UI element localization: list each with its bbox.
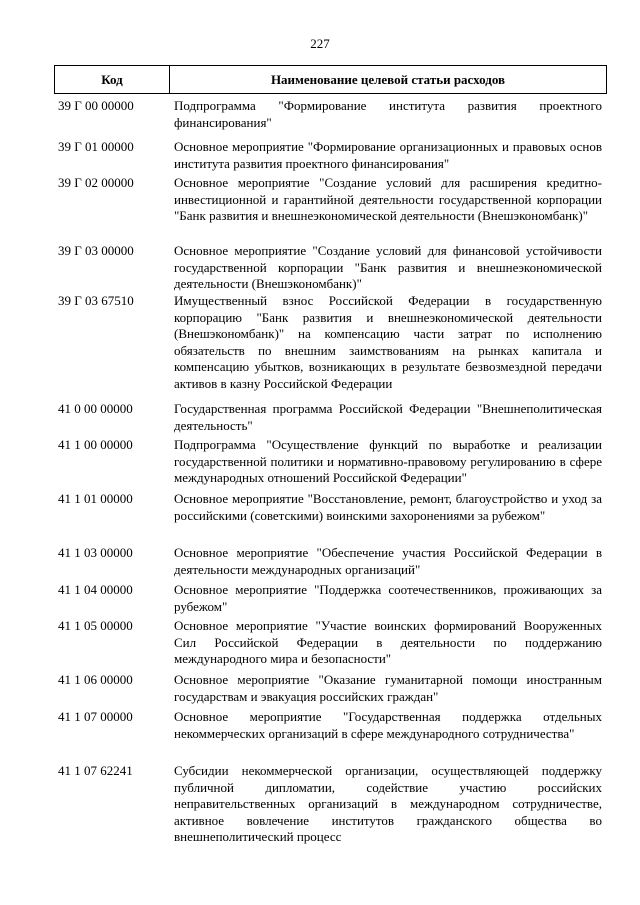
table-row — [58, 401, 602, 437]
row-code: 41 1 07 62241 — [58, 763, 133, 778]
row-code: 41 1 00 00000 — [58, 437, 133, 452]
row-name: Основное мероприятие "Создание условий для финансовой устойчивости государственной корпорации "Банк развития и внешнеэкономической деятельности (Внешэкономбанк)" — [174, 243, 602, 291]
row-code: 41 1 03 00000 — [58, 545, 133, 560]
row-code: 41 1 05 00000 — [58, 618, 133, 633]
row-name: Основное мероприятие "Формирование организационных и правовых основ института развития проектного финансирования" — [174, 139, 602, 171]
table-row — [58, 293, 602, 401]
table-body — [58, 98, 602, 847]
table-row — [58, 243, 602, 293]
row-code: 41 1 06 00000 — [58, 672, 133, 687]
row-code: 39 Г 03 00000 — [58, 243, 134, 258]
table-row — [58, 582, 602, 618]
row-code: 39 Г 01 00000 — [58, 139, 134, 154]
table-row — [58, 139, 602, 175]
row-code: 41 1 01 00000 — [58, 491, 133, 506]
row-name: Основное мероприятие "Государственная поддержка отдельных некоммерческих организаций в сфере международного сотрудничества" — [174, 709, 602, 741]
row-name: Основное мероприятие "Создание условий для расширения кредитно-инвестиционной и гарантийной деятельности государственной корпорации "Банк развития и внешнеэкономической деятельности (Внешэкономбанк)" — [174, 175, 602, 223]
table-header — [54, 65, 607, 94]
row-code: 39 Г 02 00000 — [58, 175, 134, 190]
table-row — [58, 672, 602, 709]
table-row — [58, 545, 602, 582]
table-row — [58, 175, 602, 243]
row-name: Основное мероприятие "Поддержка соотечественников, проживающих за рубежом" — [174, 582, 602, 614]
table-row — [58, 491, 602, 545]
row-code: 41 0 00 00000 — [58, 401, 133, 416]
row-code: 41 1 04 00000 — [58, 582, 133, 597]
row-name: Подпрограмма "Формирование института развития проектного финансирования" — [174, 98, 602, 130]
row-name: Основное мероприятие "Обеспечение участия Российской Федерации в деятельности международных организаций" — [174, 545, 602, 577]
row-name: Субсидии некоммерческой организации, осуществляющей поддержку публичной дипломатии, содействие участию российских неправительственных организаций в международном сотрудничестве, активное вовлечение институтов гражданского общества во внешнеполитический процесс — [174, 763, 602, 844]
header-code: Код — [55, 66, 170, 93]
row-name: Основное мероприятие "Участие воинских формирований Вооруженных Сил Российской Федерации в деятельности по поддержанию международного мира и безопасности" — [174, 618, 602, 666]
table-row — [58, 709, 602, 763]
header-name: Наименование целевой статьи расходов — [270, 71, 506, 87]
row-name: Основное мероприятие "Оказание гуманитарной помощи иностранным государствам и эвакуация российских граждан" — [174, 672, 602, 704]
row-name: Основное мероприятие "Восстановление, ремонт, благоустройство и уход за российскими (советскими) воинскими захоронениями за рубежом" — [174, 491, 602, 523]
table-row — [58, 763, 602, 847]
row-name: Имущественный взнос Российской Федерации в государственную корпорацию "Банк развития и внешнеэкономической деятельности (Внешэкономбанк)" на компенсацию части затрат по исполнению обязательств по внешним заимствованиям на рынках капитала и компенсацию убытков, возникающих в результате безвозмездной передачи активов в казну Российской Федерации — [174, 293, 602, 391]
page-number: 227 — [310, 36, 330, 51]
row-code: 41 1 07 00000 — [58, 709, 133, 724]
table-row — [58, 98, 602, 139]
row-code: 39 Г 00 00000 — [58, 98, 134, 113]
table-row — [58, 437, 602, 491]
row-name: Государственная программа Российской Федерации "Внешнеполитическая деятельность" — [174, 401, 602, 433]
table-row — [58, 618, 602, 672]
row-name: Подпрограмма "Осуществление функций по выработке и реализации государственной политики и нормативно-правовому регулированию в сфере международных отношений Российской Федерации" — [174, 437, 602, 485]
row-code: 39 Г 03 67510 — [58, 293, 134, 308]
